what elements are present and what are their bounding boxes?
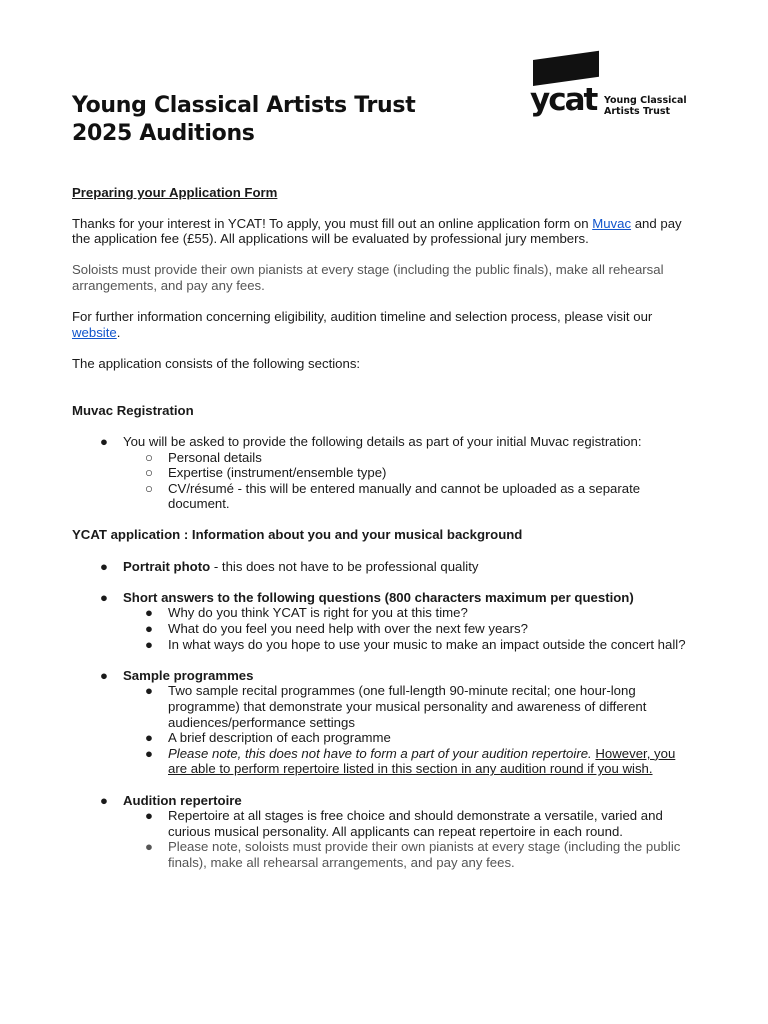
further-info-text: For further information concerning eligibility, audition timeline and selection process, please visit our — [72, 309, 653, 325]
short-answers-label: Short answers to the following questions (800 characters maximum per question) — [123, 589, 634, 605]
muvac-item-personal: Personal details — [168, 449, 262, 465]
ycat-logo — [530, 60, 690, 122]
list-item — [123, 839, 696, 870]
list-item — [123, 621, 696, 637]
bullet-icon: ● — [145, 621, 153, 637]
portrait-desc: - this does not have to be professional quality — [210, 558, 479, 574]
audition-item-free-choice: Repertoire at all stages is free choice and should demonstrate a versatile, varied and curious musical personality. All applicants can repeat repertoire in each round. — [168, 808, 663, 839]
list-item — [123, 808, 696, 839]
muvac-heading: Muvac Registration — [72, 402, 194, 418]
list-item — [123, 746, 696, 777]
bullet-icon: ● — [145, 683, 153, 699]
bullet-icon: ● — [100, 433, 108, 449]
sample-item-description: A brief description of each programme — [168, 730, 391, 746]
audition-repertoire-label: Audition repertoire — [123, 792, 242, 808]
list-item — [72, 668, 696, 777]
hollow-bullet-icon: ○ — [145, 449, 153, 465]
bullet-icon: ● — [100, 667, 108, 683]
bullet-icon: ● — [145, 605, 153, 621]
bullet-icon: ● — [100, 792, 108, 808]
short-answers-sublist — [123, 605, 696, 652]
question-2: What do you feel you need help with over the next few years? — [168, 621, 528, 637]
muvac-item-cv: CV/résumé - this will be entered manually and cannot be uploaded as a separate document. — [168, 480, 641, 512]
bullet-icon: ● — [145, 636, 153, 652]
muvac-link[interactable]: Muvac — [592, 215, 632, 231]
section-heading-preparing: Preparing your Application Form — [72, 185, 278, 200]
list-item — [123, 481, 696, 512]
list-item — [72, 793, 696, 871]
bullet-icon: ● — [145, 730, 153, 746]
ycat-application-list — [72, 559, 696, 871]
list-item — [123, 730, 696, 746]
list-item — [123, 465, 696, 481]
pianist-paragraph: Soloists must provide their own pianists at every stage (including the public finals), make all rehearsal arrangements, and pay any fees. — [72, 262, 664, 293]
sections-intro: The application consists of the following sections: — [72, 355, 361, 371]
question-1: Why do you think YCAT is right for you at this time? — [168, 605, 468, 621]
list-item — [72, 559, 696, 575]
audition-item-pianists: Please note, soloists must provide their own pianists at every stage (including the public finals), make all rehearsal arrangements, and pay any fees. — [168, 839, 681, 870]
website-link[interactable]: website — [72, 324, 117, 340]
intro-text-end: and pay the application fee (£55). All applications will be evaluated by professional jury members. — [72, 215, 682, 247]
sample-note-underline: However, you are able to perform repertoire listed in this section in any audition round if you wish. — [168, 745, 676, 777]
list-item — [123, 450, 696, 466]
intro-text-start: Thanks for your interest in YCAT! To apply, you must fill out an online application form on — [72, 215, 593, 231]
further-info-end: . — [116, 324, 121, 340]
list-item — [123, 683, 696, 730]
hollow-bullet-icon: ○ — [145, 480, 153, 496]
intro-paragraph — [72, 216, 696, 247]
muvac-item-expertise: Expertise (instrument/ensemble type) — [168, 465, 387, 481]
logo-subtitle — [604, 95, 687, 117]
logo-mark: ycat — [530, 82, 597, 118]
portrait-label: Portrait photo — [123, 558, 211, 574]
audition-repertoire-sublist — [123, 808, 696, 870]
bullet-icon: ● — [100, 589, 108, 605]
list-item — [123, 605, 696, 621]
title-line-2: 2025 Auditions — [72, 121, 255, 146]
muvac-intro: You will be asked to provide the following details as part of your initial Muvac registration: — [123, 433, 642, 449]
muvac-list — [72, 434, 696, 512]
document-body — [72, 185, 696, 871]
muvac-sublist — [123, 450, 696, 512]
bullet-icon: ● — [145, 839, 153, 855]
ycat-application-heading: YCAT application : Information about you and your musical background — [72, 527, 523, 543]
bullet-icon: ● — [145, 745, 153, 761]
hollow-bullet-icon: ○ — [145, 465, 153, 481]
bullet-icon: ● — [100, 558, 108, 574]
sample-programmes-label: Sample programmes — [123, 667, 254, 683]
list-item — [72, 434, 696, 512]
list-item — [72, 590, 696, 652]
sample-item-recitals: Two sample recital programmes (one full-length 90-minute recital; one hour-long programme) that demonstrate your musical personality and awareness of different audiences/performance settings — [168, 683, 647, 730]
page-title — [72, 92, 415, 148]
sample-programmes-sublist — [123, 683, 696, 777]
further-info-paragraph — [72, 309, 696, 340]
logo-subtitle-line-2: Artists Trust — [604, 106, 671, 117]
question-3: In what ways do you hope to use your music to make an impact outside the concert hall? — [168, 636, 686, 652]
logo-subtitle-line-1: Young Classical — [604, 95, 687, 106]
title-line-1: Young Classical Artists Trust — [72, 93, 416, 118]
logo-bar-shape — [533, 51, 599, 86]
bullet-icon: ● — [145, 808, 153, 824]
sample-note-italic: Please note, this does not have to form a part of your audition repertoire. — [168, 745, 592, 761]
list-item — [123, 637, 696, 653]
